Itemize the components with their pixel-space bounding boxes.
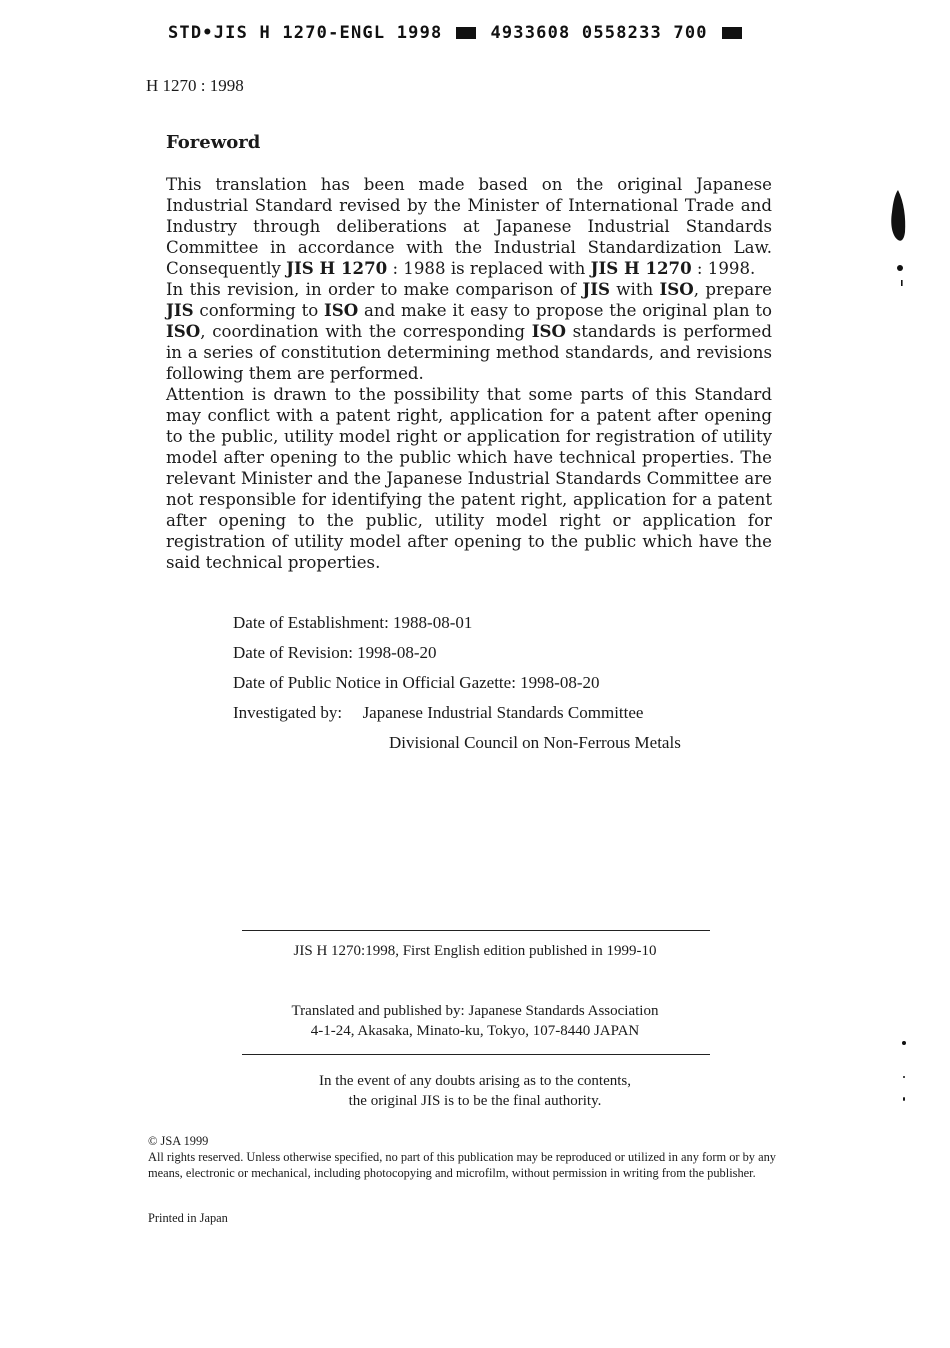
date-public-notice: Date of Public Notice in Official Gazette: 1998-08-20	[233, 673, 600, 692]
edition-line: JIS H 1270:1998, First English edition published in 1999-10	[293, 943, 657, 959]
foreword-heading: Foreword	[166, 132, 261, 153]
scan-speck	[902, 1041, 906, 1045]
address-line: 4-1-24, Akasaka, Minato-ku, Tokyo, 107-8440 JAPAN	[310, 1023, 640, 1039]
translated-by-line: Translated and published by: Japanese Standards Association	[291, 1003, 659, 1019]
foreword-paragraph-1: This translation has been made based on the original Japanese Industrial Standard revised by the Minister of International Trade and Industry through deliberations at Japanese Industrial Standards Committee in accordance with the Industrial Standardization Law. Consequently JIS H 1270 : 1988 is replaced with JIS H 1270 : 1998.	[166, 175, 772, 278]
foreword-paragraph-2: In this revision, in order to make comparison of JIS with ISO, prepare JIS conforming to ISO and make it easy to propose the original plan to ISO, coordination with the corresponding ISO standards is performed in a series of constitution determining method standards, and revisions following them are performed.	[166, 279, 773, 383]
copyright-notice: © JSA 1999	[148, 1134, 209, 1148]
foreword-paragraph-3: Attention is drawn to the possibility that some parts of this Standard may conflict with a patent right, application for a patent after opening to the public, utility model right or application for registration of utility model after opening to the public which have technical properties. The relevant Minister and the Japanese Industrial Standards Committee are not responsible for identifying the patent right, application for a patent after opening to the public, utility model right or application for registration of utility model after opening to the public which have the said technical properties.	[166, 385, 772, 572]
scan-speck	[903, 1097, 905, 1101]
investigated-council: Divisional Council on Non-Ferrous Metals	[389, 733, 681, 752]
scan-margin-mark	[886, 188, 910, 288]
copyright-block	[148, 1133, 776, 1181]
scan-code-right: 4933608 0558233 700	[490, 23, 708, 43]
divider-top	[242, 930, 710, 931]
doubts-line-1: In the event of any doubts arising as to the contents,	[318, 1073, 631, 1089]
scan-code-left: STD•JIS H 1270-ENGL 1998	[168, 23, 443, 43]
document-id: H 1270 : 1998	[146, 76, 244, 95]
divider-bottom	[242, 1054, 710, 1055]
date-establishment: Date of Establishment: 1988-08-01	[233, 613, 473, 632]
scan-header	[168, 20, 756, 46]
scan-speck	[903, 1076, 905, 1078]
scan-bar-mark	[456, 27, 476, 39]
doubts-line-2: the original JIS is to be the final authority.	[348, 1093, 602, 1109]
date-revision: Date of Revision: 1998-08-20	[233, 643, 437, 662]
printed-in: Printed in Japan	[148, 1211, 228, 1225]
investigated-by-row	[233, 703, 643, 723]
investigated-committee: Japanese Industrial Standards Committee	[362, 703, 644, 722]
scan-bar-mark	[722, 27, 742, 39]
investigated-label: Investigated by:	[233, 703, 343, 722]
foreword-body	[166, 174, 772, 573]
rights-statement: All rights reserved. Unless otherwise specified, no part of this publication may be reproduced or utilized in any form or by any means, electronic or mechanical, including photocopying and microfilm, without permission in writing from the publisher.	[148, 1150, 776, 1180]
